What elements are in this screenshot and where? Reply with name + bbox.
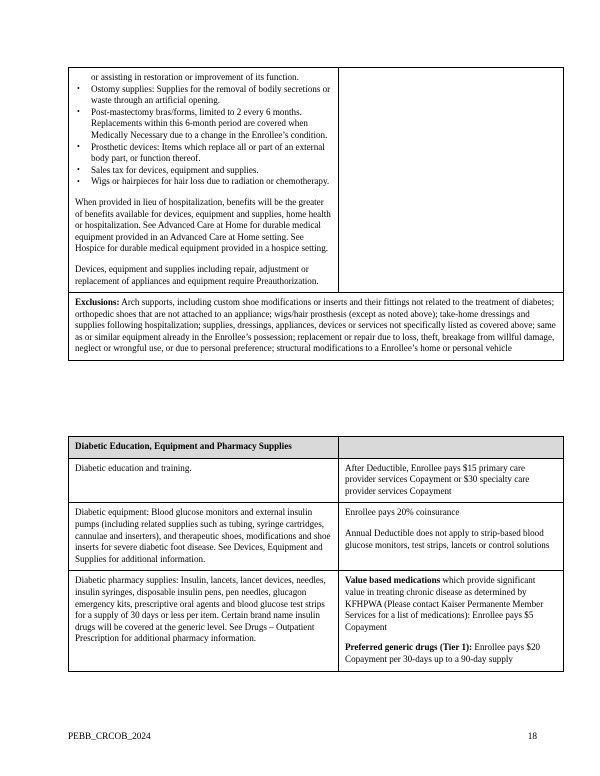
- list-item: • Prosthetic devices: Items which replace all or part of an external body part, or function thereof.: [75, 142, 332, 165]
- value-based-medications-paragraph: [345, 575, 557, 633]
- footer-page-number: 18: [527, 732, 537, 742]
- table-row: [69, 68, 564, 293]
- value-based-medications-label: Value based medications: [345, 575, 441, 586]
- paragraph-spacer: [345, 633, 557, 642]
- diabetic-equipment-coverage-cell: [339, 503, 564, 571]
- page-footer: [68, 731, 537, 743]
- continued-lead-line: or assisting in restoration or improvement of its function.: [91, 72, 299, 82]
- diabetic-education-coverage-cell: [339, 458, 564, 503]
- diabetic-education-cell: Diabetic education and training.: [69, 458, 339, 503]
- devices-preauthorization-paragraph: Devices, equipment and supplies including repair, adjustment or replacement of appliances and equipment require Preauthorization.: [75, 263, 319, 286]
- preferred-generic-drugs-text: Enrollee pays $20 Copayment per 30-days up to a 90-day supply: [345, 642, 541, 664]
- devices-equipment-supplies-table: [68, 67, 564, 361]
- paragraph-spacer: [345, 519, 557, 528]
- exclusions-cell: [69, 293, 564, 361]
- list-item: • Post-mastectomy bras/forms, limited to 2 every 6 months. Replacements within this 6-month period are covered when Medically Necessary due to a change in the Enrollee’s condition.: [75, 107, 332, 142]
- list-item: • Wigs or hairpieces for hair loss due to radiation or chemotherapy.: [75, 176, 332, 188]
- coverage-paragraph: After Deductible, Enrollee pays $15 primary care provider services Copayment or $30 specialty care provider services Copayment: [345, 462, 530, 496]
- devices-bullet-list: [75, 84, 332, 188]
- value-based-medications-text: which provide significant value in treating chronic disease as determined by KFHPWA (Please contact Kaiser Permanente Member Services for a list of medications): Enrollee pays $5 Copayment: [345, 575, 544, 632]
- table-header-row: [69, 437, 564, 459]
- paragraph-spacer: [75, 255, 332, 264]
- column-header-coverage: [339, 437, 564, 459]
- column-header-category: Diabetic Education, Equipment and Pharmacy Supplies: [69, 437, 339, 459]
- coverage-paragraph: Enrollee pays 20% coinsurance: [345, 507, 460, 518]
- table-row-exclusions: [69, 293, 564, 361]
- footer-document-id: PEBB_CRCOB_2024: [68, 732, 151, 742]
- diabetic-equipment-cell: Diabetic equipment: Blood glucose monitors and external insulin pumps (including related supplies such as tubing, syringe cartridges, cannulae and inserters), and therapeutic shoes, modifications and shoe inserts for severe diabetic foot disease. See Devices, Equipment and Supplies for additional information.: [69, 503, 339, 571]
- exclusions-label: Exclusions:: [75, 297, 120, 308]
- table-row: [69, 458, 564, 503]
- coverage-paragraph: Annual Deductible does not apply to strip-based blood glucose monitors, test strips, lancets or control solutions: [345, 527, 550, 550]
- devices-coverage-cell: [339, 68, 564, 293]
- devices-benefit-cell: [69, 68, 339, 293]
- list-item: • Sales tax for devices, equipment and supplies.: [75, 165, 332, 177]
- exclusions-text: Arch supports, including custom shoe modifications or inserts and their fittings not related to the treatment of diabetes; orthopedic shoes that are not attached to an appliance; wigs/hair prosthesis (except as noted above); take-home dressings and supplies following hospitalization; supplies, dressings, appliances, devices or services not specifically listed as covered above; same as or similar equipment already in the Enrollee’s possession; replacement or repair due to loss, theft, breakage from willful damage, neglect or wrongful use, or due to personal preference; structural modifications to a Enrollee’s home or personal vehicle: [75, 297, 556, 354]
- diabetic-pharmacy-cell: Diabetic pharmacy supplies: Insulin, lancets, lancet devices, needles, insulin syringes, disposable insulin pens, pen needles, glucagon emergency kits, prescriptive oral agents and blood glucose test strips for a supply of 30 days or less per item. Certain brand name insulin drugs will be covered at the generic level. See Drugs – Outpatient Prescription for additional pharmacy information.: [69, 571, 339, 671]
- preferred-generic-drugs-paragraph: [345, 642, 557, 665]
- diabetic-supplies-table: [68, 436, 564, 672]
- devices-paragraph: When provided in lieu of hospitalization, benefits will be the greater of benefits available for devices, equipment and supplies, home health or hospitalization. See Advanced Care at Home for durable medical equipment provided in an Advanced Care at Home setting. See Hospice for durable medical equipment provided in a hospice setting.: [75, 196, 331, 254]
- preferred-generic-drugs-label: Preferred generic drugs (Tier 1):: [345, 642, 473, 653]
- table-row: [69, 503, 564, 571]
- list-item: • Ostomy supplies: Supplies for the removal of bodily secretions or waste through an artificial opening.: [75, 84, 332, 107]
- paragraph-spacer: [75, 188, 332, 197]
- table-row: [69, 571, 564, 671]
- diabetic-pharmacy-coverage-cell: [339, 571, 564, 671]
